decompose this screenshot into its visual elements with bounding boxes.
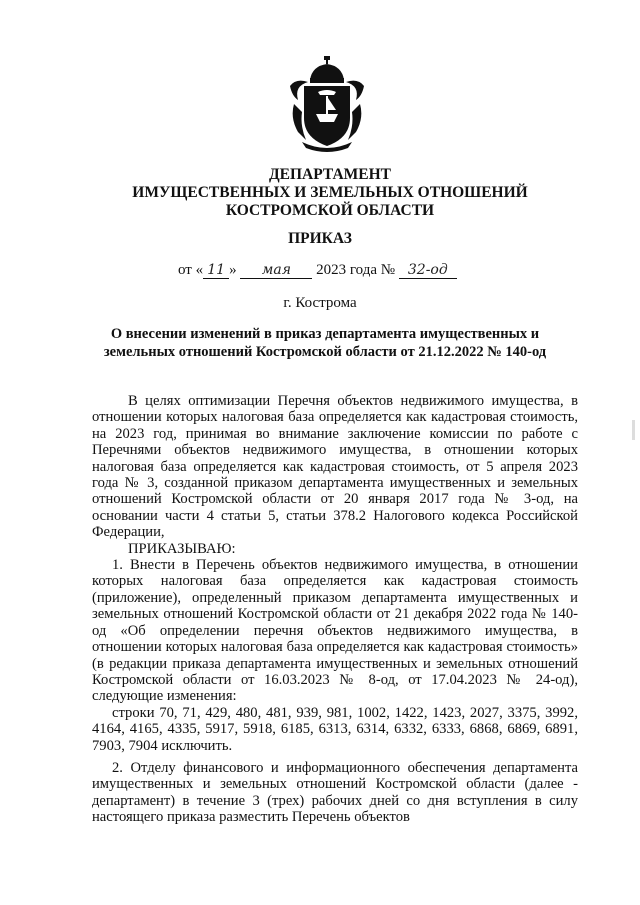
department-line: ИМУЩЕСТВЕННЫХ И ЗЕМЕЛЬНЫХ ОТНОШЕНИЙ [132,184,528,201]
department-name [60,166,600,220]
order-body [92,393,578,826]
handwritten-day: 11 [203,262,229,279]
handwritten-month: мая [240,262,312,279]
date-mid: » [229,262,237,278]
order-subject [80,325,570,361]
item-1-rows: строки 70, 71, 429, 480, 481, 939, 981, 1002, 1422, 1423, 2027, 3375, 3992, 4164, 4165, 4335, 5917, 5918, 6185, 6313, 6314, 6332, 6333, 6868, 6869, 6891, 7903, 7904 исключить. [92,704,578,754]
preamble-paragraph: В целях оптимизации Перечня объектов недвижимого имущества, в отношении которых налоговая база определяется как кадастровая стоимость, на 2023 год, принимая во внимание заключение комиссии по работе с Перечнями объектов недвижимого имущества, в отношении которых налоговая база определяется как кадастровая стоимость, от 5 апреля 2023 года № 3, созданной приказом департамента имущественных и земельных отношений Костромской области от 20 января 2017 года № 3-од, на основании части 4 статьи 5, статьи 378.2 Налогового кодекса Российской Федерации, [92,393,578,541]
date-prefix: от « [178,262,204,278]
document-type: ПРИКАЗ [288,230,352,247]
subject-line: земельных отношений Костромской области от 21.12.2022 № 140-од [103,344,547,360]
date-year-text: 2023 года № [316,262,396,278]
order-word: ПРИКАЗЫВАЮ: [128,540,236,557]
subject-line: О внесении изменений в приказ департамента имущественных и [110,326,540,342]
department-line: ДЕПАРТАМЕНТ [268,166,392,183]
item-2-paragraph: 2. Отделу финансового и информационного обеспечения департамента имущественных и земельных отношений Костромской области (далее - департамент) в течение 3 (трех) рабочих дней со дня вступления в силу настоящего приказа разместить Перечень объектов [92,759,578,826]
city: г. Кострома [283,295,357,311]
scan-edge-mark [632,420,635,440]
coat-of-arms-emblem [288,56,366,152]
department-line: КОСТРОМСКОЙ ОБЛАСТИ [225,202,435,219]
date-line [178,262,457,279]
item-1-paragraph: 1. Внести в Перечень объектов недвижимого имущества, в отношении которых налоговая база определяется как кадастровая стоимость (приложение), определенный приказом департамента имущественных и земельных отношений Костромской области от 21 декабря 2022 года № 140-од «Об определении перечня объектов недвижимого имущества, в отношении которых налоговая база определяется как кадастровая стоимость» (в редакции приказа департамента имущественных и земельных отношений Костромской области от 16.03.2023 № 8-од, от 17.04.2023 № 24-од), следующие изменения: [92,557,578,705]
handwritten-order-number: 32-од [399,262,457,279]
